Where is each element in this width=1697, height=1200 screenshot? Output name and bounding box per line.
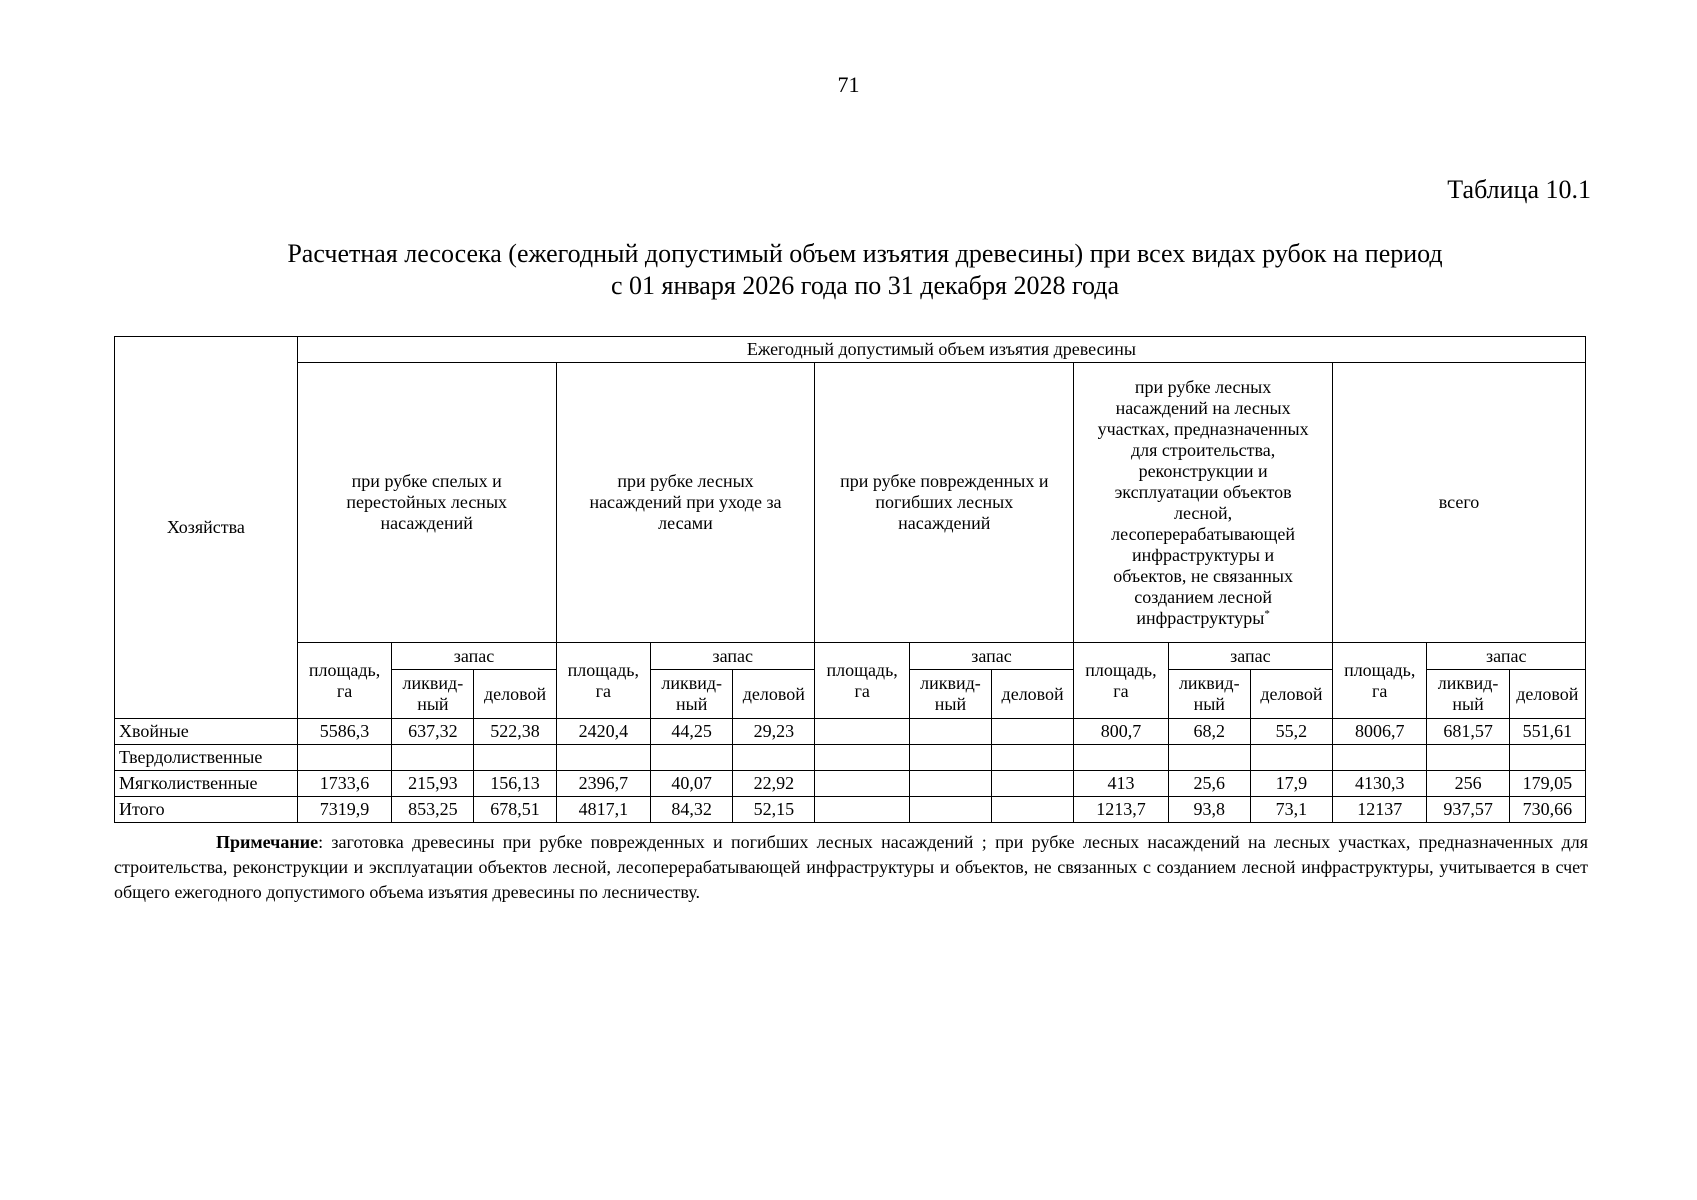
table-cell: 22,92 — [733, 771, 815, 797]
table-cell: 2396,7 — [556, 771, 650, 797]
table-cell — [909, 797, 991, 823]
table-row — [115, 771, 1586, 797]
group-header-line: лесами — [658, 513, 713, 533]
table-cell: 937,57 — [1427, 797, 1509, 823]
table-cell: 25,6 — [1168, 771, 1250, 797]
table-cell: 1733,6 — [297, 771, 391, 797]
group-header-line: инфраструктуры — [1136, 607, 1265, 628]
table-cell: 256 — [1427, 771, 1509, 797]
group-header-line: созданием лесной — [1134, 586, 1272, 607]
group-header-row — [115, 363, 1586, 643]
area-header — [1333, 643, 1427, 719]
group-header-2 — [556, 363, 815, 643]
table-cell — [392, 745, 474, 771]
note — [114, 830, 1588, 905]
liquid-header-line: ный — [1193, 694, 1225, 714]
table-cell: 52,15 — [733, 797, 815, 823]
table-cell — [1427, 745, 1509, 771]
table-cell — [733, 745, 815, 771]
area-header-line: площадь, — [308, 659, 381, 680]
group-header-line: всего — [1438, 492, 1480, 512]
group-header-line: лесной, — [1174, 502, 1233, 523]
title-line-1: Расчетная лесосека (ежегодный допустимый объем изъятия древесины) при всех видах рубок на период — [287, 239, 1443, 268]
group-header-line: реконструкции и — [1138, 460, 1268, 481]
table-cell: 7319,9 — [297, 797, 391, 823]
area-header — [1074, 643, 1168, 719]
table-row — [115, 797, 1586, 823]
area-header-line: га — [595, 680, 612, 701]
row-label: Итого — [115, 797, 298, 823]
table-cell: 551,61 — [1509, 719, 1585, 745]
row-label: Твердолиственные — [115, 745, 298, 771]
table-cell — [909, 771, 991, 797]
liquid-header — [651, 670, 733, 719]
table-cell: 29,23 — [733, 719, 815, 745]
table-cell — [1509, 745, 1585, 771]
table-label: Таблица 10.1 — [1447, 175, 1591, 204]
area-header — [297, 643, 391, 719]
table-cell — [1168, 745, 1250, 771]
table-cell: 4817,1 — [556, 797, 650, 823]
business-header: деловой — [733, 670, 815, 719]
liquid-header — [909, 670, 991, 719]
group-header-line: для строительства, — [1130, 439, 1276, 460]
table-cell — [992, 745, 1074, 771]
table-cell — [909, 745, 991, 771]
table-body — [115, 719, 1586, 823]
area-header — [815, 643, 909, 719]
table-cell: 853,25 — [392, 797, 474, 823]
table-cell: 522,38 — [474, 719, 556, 745]
table-cell: 68,2 — [1168, 719, 1250, 745]
table-cell — [815, 745, 909, 771]
business-header: деловой — [1250, 670, 1332, 719]
table-cell: 800,7 — [1074, 719, 1168, 745]
table-cell: 4130,3 — [1333, 771, 1427, 797]
liquid-header — [1427, 670, 1509, 719]
farms-header: Хозяйства — [115, 337, 298, 719]
liquid-header-line: ликвид- — [402, 673, 464, 693]
table-cell: 73,1 — [1250, 797, 1332, 823]
area-header-line: площадь, — [826, 659, 898, 680]
liquid-header-line: ный — [1452, 694, 1484, 714]
liquid-header — [392, 670, 474, 719]
table-row — [115, 719, 1586, 745]
table-cell — [992, 719, 1074, 745]
stock-header: запас — [392, 643, 556, 670]
liquid-header-line: ный — [417, 694, 449, 714]
harvest-volume-table — [114, 336, 1586, 823]
group-header-1 — [297, 363, 556, 643]
stock-header: запас — [651, 643, 815, 670]
table-cell — [1074, 745, 1168, 771]
area-header-line: площадь, — [1085, 659, 1157, 680]
table-cell — [297, 745, 391, 771]
group-header-line: насаждений на лесных — [1115, 397, 1291, 418]
table-cell: 8006,7 — [1333, 719, 1427, 745]
table-cell — [474, 745, 556, 771]
stock-header: запас — [909, 643, 1073, 670]
group-header-line: инфраструктуры и — [1132, 544, 1275, 565]
table-cell: 413 — [1074, 771, 1168, 797]
liquid-header-line: ликвид- — [661, 673, 722, 693]
table-cell: 681,57 — [1427, 719, 1509, 745]
table-cell: 730,66 — [1509, 797, 1585, 823]
table-cell — [1333, 745, 1427, 771]
group-header-line: погибших лесных — [875, 492, 1014, 512]
table-cell — [909, 719, 991, 745]
table-cell: 44,25 — [651, 719, 733, 745]
table-row — [115, 745, 1586, 771]
group-header-3 — [815, 363, 1074, 643]
table-cell: 2420,4 — [556, 719, 650, 745]
group-header-line: эксплуатации объектов — [1114, 481, 1292, 502]
table-cell — [815, 771, 909, 797]
group-header-line: при рубке лесных — [1134, 376, 1272, 397]
note-text: : заготовка древесины при рубке поврежденных и погибших лесных насаждений ; при рубке лесных насаждений на лесных участках, предназначенных для строительства, реконструкции и эксплуатации объектов лесной, лесоперерабатывающей инфраструктуры и объектов, не связанных с созданием лесной инфраструктуры, учитывается в счет общего ежегодного допустимого объема изъятия древесины по лесничеству. — [114, 832, 1588, 902]
business-header: деловой — [992, 670, 1074, 719]
group-header-line: насаждений — [898, 513, 991, 533]
liquid-header-line: ликвид- — [920, 673, 981, 693]
row-label: Мягколиственные — [115, 771, 298, 797]
group-header-line: участках, предназначенных — [1097, 418, 1309, 439]
table-cell: 637,32 — [392, 719, 474, 745]
liquid-header-line: ликвид- — [1437, 673, 1499, 693]
footnote-mark: * — [1264, 607, 1270, 620]
table-cell: 179,05 — [1509, 771, 1585, 797]
page-number: 71 — [837, 72, 860, 97]
area-header-line: га — [336, 680, 353, 701]
business-header: деловой — [1509, 670, 1585, 719]
table-cell — [992, 797, 1074, 823]
liquid-header-line: ный — [934, 694, 967, 714]
liquid-header — [1168, 670, 1250, 719]
stock-header: запас — [1168, 643, 1332, 670]
table-cell: 12137 — [1333, 797, 1427, 823]
area-header-line: площадь, — [1344, 659, 1416, 680]
table-cell — [651, 745, 733, 771]
stock-header: запас — [1427, 643, 1586, 670]
area-header-line: площадь, — [567, 659, 640, 680]
liquid-header-line: ный — [675, 694, 708, 714]
liquid-header-line: ликвид- — [1178, 673, 1240, 693]
table-cell: 55,2 — [1250, 719, 1332, 745]
area-header — [556, 643, 650, 719]
area-header-line: га — [1113, 680, 1129, 701]
table-cell: 215,93 — [392, 771, 474, 797]
group-header-line: при рубке поврежденных и — [840, 471, 1049, 491]
table-cell: 17,9 — [1250, 771, 1332, 797]
table-cell: 40,07 — [651, 771, 733, 797]
business-header: деловой — [474, 670, 556, 719]
group-header-line: при рубке лесных — [617, 471, 754, 491]
row-label: Хвойные — [115, 719, 298, 745]
table-cell — [556, 745, 650, 771]
group-header-line: лесоперерабатывающей — [1111, 523, 1296, 544]
table-cell — [815, 797, 909, 823]
document-title — [150, 238, 1580, 302]
group-header-line: объектов, не связанных — [1113, 565, 1293, 586]
table-cell: 84,32 — [651, 797, 733, 823]
table-cell: 156,13 — [474, 771, 556, 797]
table-cell — [1250, 745, 1332, 771]
table-cell: 1213,7 — [1074, 797, 1168, 823]
group-header-4 — [1074, 363, 1333, 643]
area-header-line: га — [1372, 680, 1388, 701]
group-header-line: перестойных лесных — [346, 492, 508, 512]
title-line-2: с 01 января 2026 года по 31 декабря 2028 года — [610, 271, 1120, 300]
table-cell: 5586,3 — [297, 719, 391, 745]
main-header: Ежегодный допустимый объем изъятия древесины — [297, 337, 1585, 363]
table-cell — [992, 771, 1074, 797]
group-header-line: насаждений — [380, 513, 473, 533]
area-header-line: га — [854, 680, 870, 701]
note-label: Примечание — [216, 832, 319, 852]
table-cell: 93,8 — [1168, 797, 1250, 823]
table-cell — [815, 719, 909, 745]
group-header-5 — [1333, 363, 1586, 643]
group-header-line-with-footnote — [1077, 608, 1329, 629]
group-header-line: при рубке спелых и — [351, 471, 502, 491]
stock-header-row — [115, 643, 1586, 670]
group-header-line: насаждений при уходе за — [589, 492, 782, 512]
table-cell: 678,51 — [474, 797, 556, 823]
